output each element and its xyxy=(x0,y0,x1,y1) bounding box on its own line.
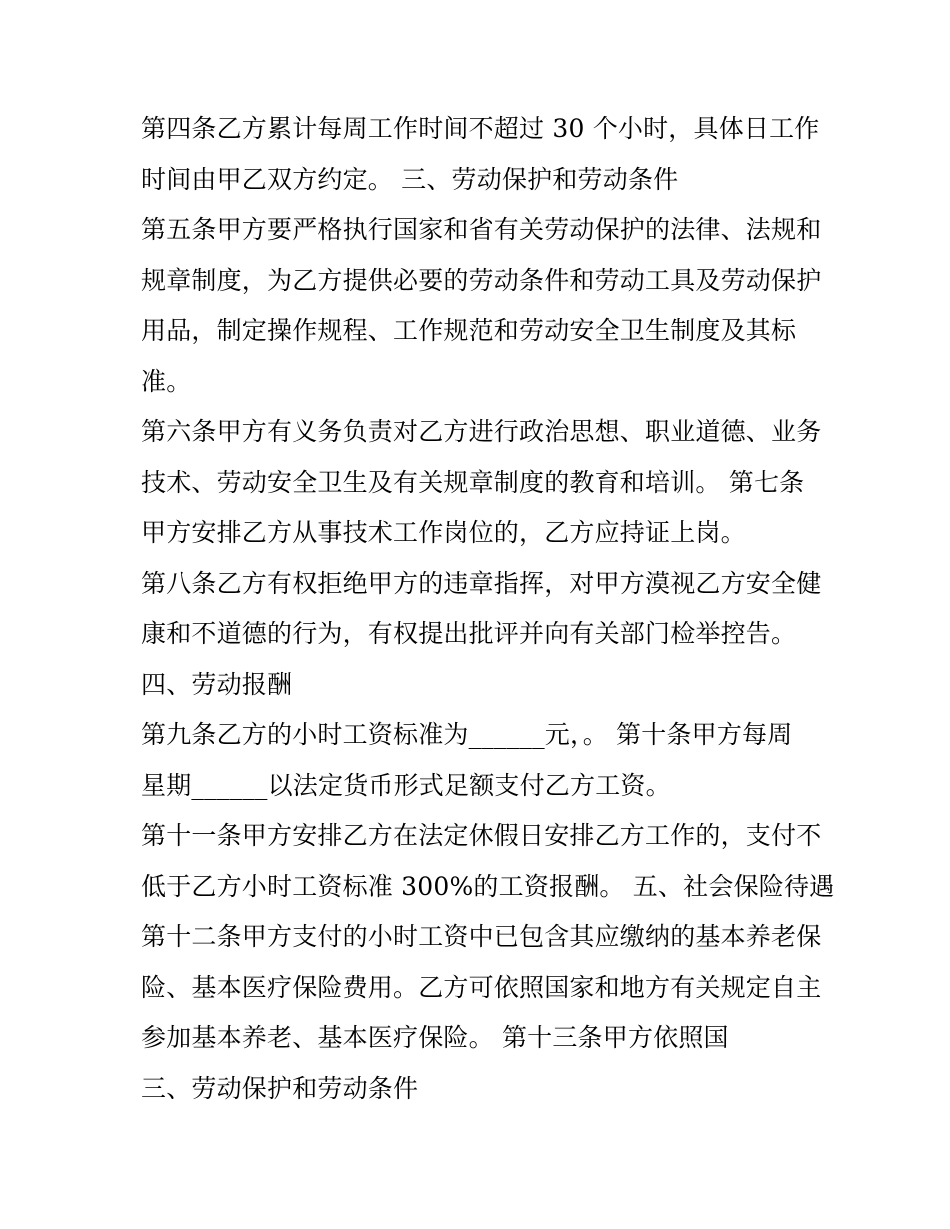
paragraph-line: 用品，制定操作规程、工作规范和劳动安全卫生制度及其标 xyxy=(141,316,797,345)
paragraph-line: 险、基本医疗保险费用。乙方可依照国家和地方有关规定自主 xyxy=(141,973,822,1002)
paragraph-line: 低于乙方小时工资标准 300%的工资报酬。 五、社会保险待遇 xyxy=(141,872,835,901)
paragraph-line: 第四条乙方累计每周工作时间不超过 30 个小时，具体日工作 xyxy=(141,114,820,143)
section-heading: 四、劳动报酬 xyxy=(141,670,293,699)
section-heading: 三、劳动保护和劳动条件 xyxy=(141,1074,419,1103)
paragraph-line: 第十一条甲方安排乙方在法定休假日安排乙方工作的，支付不 xyxy=(141,821,822,850)
paragraph-line: 康和不道德的行为，有权提出批评并向有关部门检举控告。 xyxy=(141,619,797,648)
paragraph-line: 参加基本养老、基本医疗保险。 第十三条甲方依照国 xyxy=(141,1023,729,1052)
paragraph-line: 星期______以法定货币形式足额支付乙方工资。 xyxy=(141,771,671,800)
paragraph-line: 准。 xyxy=(141,367,192,396)
paragraph-line: 第五条甲方要严格执行国家和省有关劳动保护的法律、法规和 xyxy=(141,215,822,244)
paragraph-line: 时间由甲乙双方约定。 三、劳动保护和劳动条件 xyxy=(141,165,679,194)
paragraph-line: 第十二条甲方支付的小时工资中已包含其应缴纳的基本养老保 xyxy=(141,922,822,951)
paragraph-line: 第九条乙方的小时工资标准为______元，。 第十条甲方每周 xyxy=(141,720,793,749)
paragraph-line: 第八条乙方有权拒绝甲方的违章指挥，对甲方漠视乙方安全健 xyxy=(141,569,822,598)
paragraph-line: 甲方安排乙方从事技术工作岗位的，乙方应持证上岗。 xyxy=(141,518,746,547)
paragraph-line: 技术、劳动安全卫生及有关规章制度的教育和培训。 第七条 xyxy=(141,468,805,497)
paragraph-line: 第六条甲方有义务负责对乙方进行政治思想、职业道德、业务 xyxy=(141,417,822,446)
paragraph-line: 规章制度，为乙方提供必要的劳动条件和劳动工具及劳动保护 xyxy=(141,266,822,295)
